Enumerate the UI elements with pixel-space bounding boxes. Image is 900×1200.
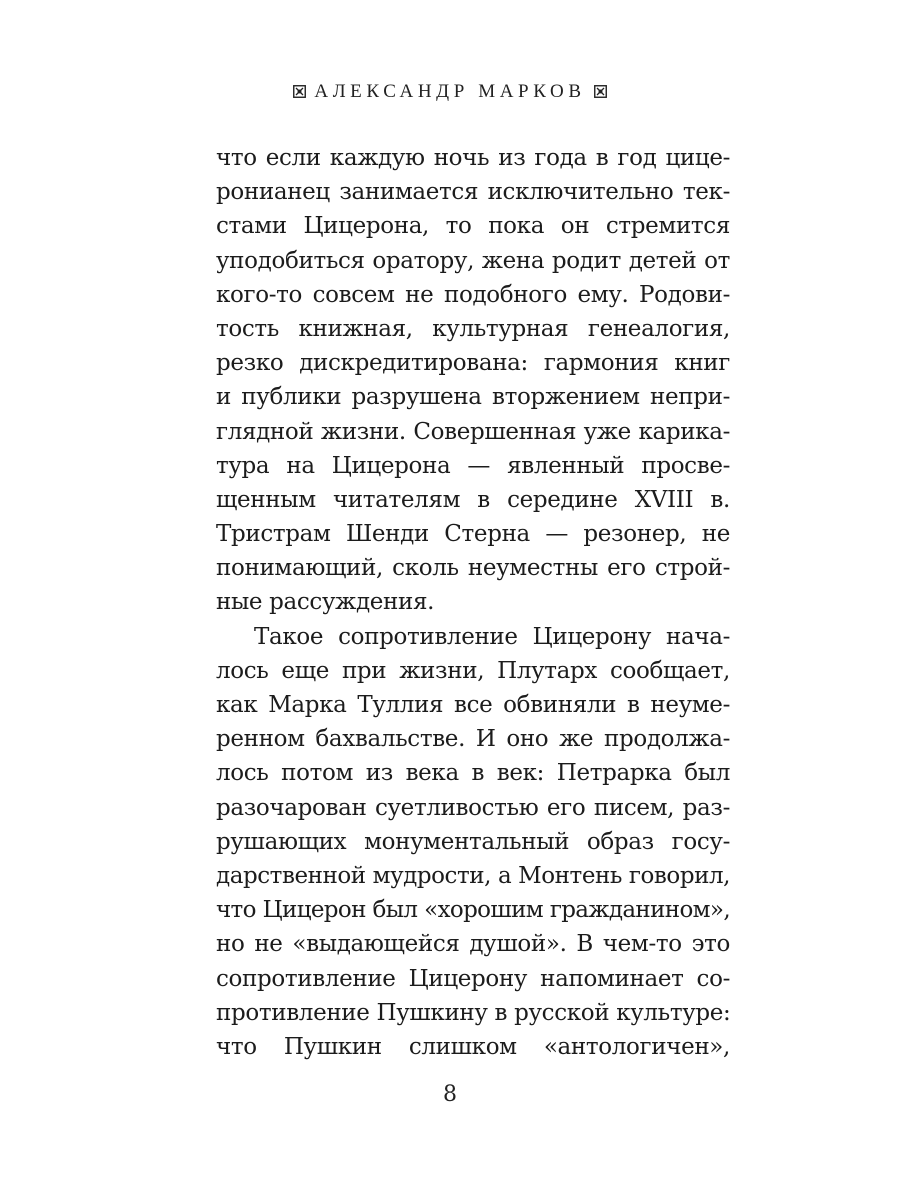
text-line: ные рассуждения.	[216, 589, 435, 616]
paragraph	[216, 141, 730, 620]
text-line: резко дискредитирована: гармония книг	[216, 350, 730, 377]
text-line: дарственной мудрости, а Монтень говорил,	[216, 862, 730, 889]
text-line: лось еще при жизни, Плутарх сообщает,	[216, 657, 730, 684]
text-line: ронианец занимается исключительно тек-	[216, 179, 730, 206]
running-head	[0, 80, 900, 104]
text-line: Тристрам Шенди Стерна — резонер, не	[216, 521, 730, 548]
author-name: АЛЕКСАНДР МАРКОВ	[314, 81, 586, 102]
ornament-icon	[293, 85, 306, 98]
text-line: но не «выдающейся душой». В чем-то это	[216, 931, 730, 958]
text-line: ренном бахвальстве. И оно же продолжа-	[216, 726, 730, 753]
page-number: 8	[443, 1082, 457, 1107]
text-line: Такое сопротивление Цицерону нача-	[254, 623, 730, 650]
text-line: рушающих монументальный образ госу-	[216, 828, 730, 855]
paragraph	[216, 620, 730, 1064]
text-line: сопротивление Цицерону напоминает со-	[216, 965, 730, 992]
text-line: щенным читателям в середине XVIII в.	[216, 486, 730, 513]
text-line: и публики разрушена вторжением непри-	[216, 384, 730, 411]
text-line: противление Пушкину в русской культуре:	[216, 999, 731, 1026]
text-line: что если каждую ночь из года в год цице-	[216, 145, 730, 171]
text-line: как Марка Туллия все обвиняли в неуме-	[216, 692, 730, 718]
text-line: глядной жизни. Совершенная уже карика-	[216, 418, 730, 445]
ornament-icon	[594, 85, 607, 98]
text-line: понимающий, сколь неуместны его строй-	[216, 555, 730, 582]
text-line: лось потом из века в век: Петрарка был	[216, 760, 730, 787]
text-line: что Цицерон был «хорошим гражданином»,	[216, 897, 730, 924]
body-text	[216, 141, 730, 1064]
text-line: уподобиться оратору, жена родит детей от	[216, 247, 730, 274]
text-line: кого-то совсем не подобного ему. Родови-	[216, 281, 730, 308]
text-line: разочарован суетливостью его писем, раз-	[216, 794, 730, 821]
text-line: тура на Цицерона — явленный просве-	[216, 452, 730, 479]
text-line: что Пушкин слишком «антологичен»,	[216, 1033, 730, 1060]
text-line: стами Цицерона, то пока он стремится	[216, 213, 730, 240]
text-line: тость книжная, культурная генеалогия,	[216, 315, 730, 342]
